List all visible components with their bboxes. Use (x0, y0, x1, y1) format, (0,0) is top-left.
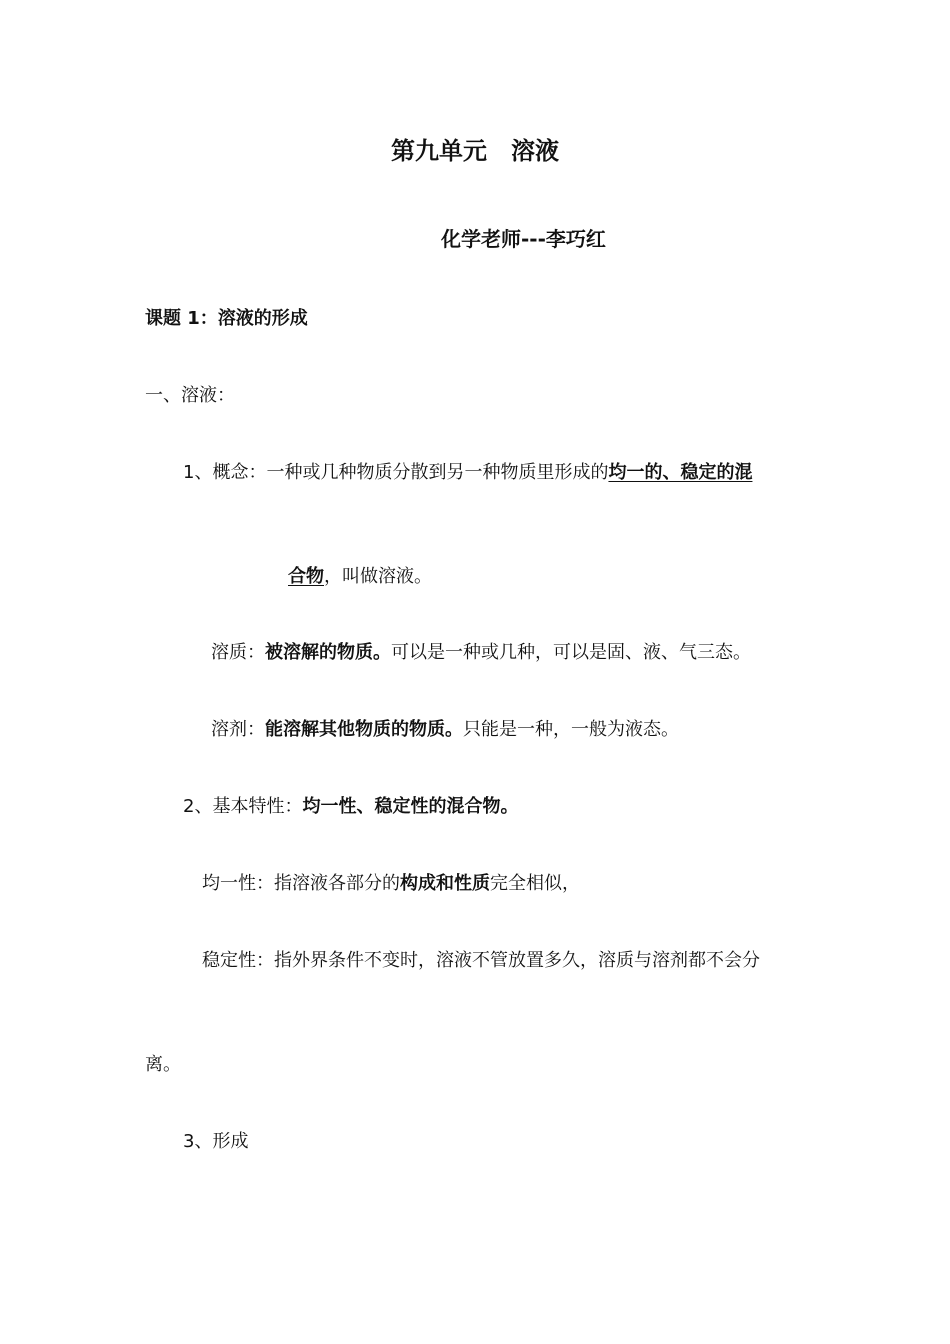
stability-line-2: 离。 (145, 1054, 181, 1075)
solvent-line (211, 718, 679, 742)
concept-line-1 (183, 461, 752, 485)
uniformity-line (202, 872, 580, 896)
solvent-label: 溶剂： (211, 719, 265, 740)
formation-heading: 3、形成 (183, 1131, 249, 1152)
uniformity-label: 均一性：指溶液各部分的 (202, 873, 400, 894)
solute-text: 可以是一种或几种，可以是固、液、气三态。 (391, 642, 751, 663)
properties-line (183, 795, 518, 819)
concept-line-2 (288, 565, 432, 589)
concept-suffix: ，叫做溶液。 (324, 566, 432, 587)
solvent-emphasis: 能溶解其他物质的物质。 (265, 719, 463, 740)
uniformity-emphasis: 构成和性质 (400, 873, 490, 894)
properties-emphasis: 均一性、稳定性的混合物。 (302, 796, 519, 817)
stability-line-1: 稳定性：指外界条件不变时，溶液不管放置多久，溶质与溶剂都不会分 (202, 950, 760, 971)
author-line: 化学老师---李巧红 (441, 227, 606, 251)
concept-emphasis-2: 合物 (288, 566, 324, 587)
solute-label: 溶质： (211, 642, 265, 663)
concept-emphasis-1: 均一的、稳定的混 (608, 462, 753, 483)
section-solution-heading: 一、溶液： (145, 385, 235, 406)
solute-line (211, 641, 751, 665)
properties-label: 2、基本特性： (183, 796, 303, 817)
document-title: 第九单元 溶液 (391, 137, 559, 165)
uniformity-text: 完全相似， (490, 873, 580, 894)
concept-prefix: 1、概念：一种或几种物质分散到另一种物质里形成的 (183, 462, 609, 483)
lesson-heading: 课题 1：溶液的形成 (145, 308, 308, 329)
solvent-text: 只能是一种，一般为液态。 (463, 719, 679, 740)
solute-emphasis: 被溶解的物质。 (265, 642, 391, 663)
